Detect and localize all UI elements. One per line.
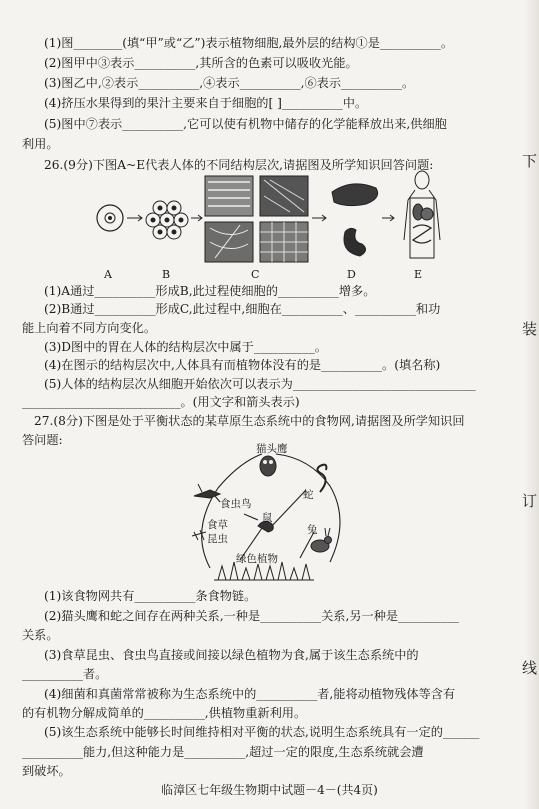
q26-line-1: (1)A通过__________形成B,此过程使细胞的__________增多。 <box>44 284 376 298</box>
q25-line-3: (3)图乙中,②表示__________,④表示__________,⑥表示__________。 <box>44 76 415 90</box>
q27-heading-2: 答问题: <box>22 433 63 447</box>
insect-drawing <box>192 530 206 540</box>
binding-mark-4: 线 <box>521 659 537 677</box>
q26-heading: 26.(9分)下图A~E代表人体的不同结构层次,请据图及所学知识回答问题: <box>44 158 434 172</box>
q26-line-4: (4)在图示的结构层次中,人体具有而植物体没有的是__________。(填名称) <box>44 358 441 372</box>
q26-line-2a: (2)B通过__________形成C,此过程中,细胞在__________、__________和功 <box>44 302 441 316</box>
q25-line-4: (4)挤压水果得到的果汁主要来自于细胞的[ ]__________中。 <box>44 96 368 110</box>
q27-line-4b: 的有机物分解成简单的__________,供植物重新利用。 <box>22 706 307 720</box>
page-footer: 临漳区七年级生物期中试题－4－(共4页) <box>161 783 378 797</box>
q25-line-5: (5)图中⑦表示__________,它可以使有机物中储存的化学能释放出来,供细胞 <box>44 117 447 131</box>
binding-mark-1: 下 <box>521 152 537 170</box>
web-label-insect-1: 食草 <box>207 519 228 531</box>
q27-line-5c: 到破坏。 <box>22 764 71 778</box>
figure-label-c: C <box>251 268 260 281</box>
web-label-mouse: 鼠 <box>262 512 273 524</box>
web-label-plant: 绿色植物 <box>236 553 278 565</box>
q27-line-4a: (4)细菌和真菌常常被称为生态系统中的__________者,能将动植物残体等含有 <box>44 687 456 701</box>
figure-label-e: E <box>414 268 423 281</box>
q25-line-6: 利用。 <box>22 137 59 151</box>
web-label-rabbit: 兔 <box>307 524 318 536</box>
owl-drawing <box>260 456 276 476</box>
tissue-drawing <box>205 176 308 262</box>
web-label-owl: 猫头鹰 <box>256 443 288 455</box>
q26-line-3: (3)D图中的胃在人体的结构层次中属于__________。 <box>44 340 327 354</box>
q27-line-5b: __________能力,但这种能力是__________,超过一定的限度,生态系统就会遭 <box>22 745 424 759</box>
q27-heading-1: 27.(8分)下图是处于平衡状态的某草原生态系统中的食物网,请据图及所学知识回 <box>34 414 465 428</box>
web-label-bird: 食虫鸟 <box>220 498 252 510</box>
figure-label-b: B <box>162 268 171 281</box>
figure-label-d: D <box>347 268 356 281</box>
q27-line-3a: (3)食草昆虫、食虫鸟直接或间接以绿色植物为食,属于该生态系统中的 <box>44 648 419 662</box>
human-body-drawing <box>404 171 440 258</box>
cell-cluster-drawing <box>146 201 188 239</box>
q25-line-2: (2)图甲中③表示__________,其所含的色素可以吸收光能。 <box>44 56 358 70</box>
cell-drawing <box>97 205 123 231</box>
q27-line-3b: __________者。 <box>22 667 108 681</box>
structure-levels-figure <box>90 170 450 265</box>
q26-line-5a: (5)人体的结构层次从细胞开始依次可以表示为______________________________ <box>44 377 476 391</box>
binding-mark-2: 装 <box>521 320 537 338</box>
web-label-insect-2: 昆虫 <box>207 533 228 545</box>
q25-line-1: (1)图________(填“甲”或“乙”)表示植物细胞,最外层的结构①是__________。 <box>44 36 454 50</box>
q27-line-2b: 关系。 <box>22 628 59 642</box>
figure-label-a: A <box>104 268 112 281</box>
organ-drawing <box>332 184 378 256</box>
q27-line-1: (1)该食物网共有__________条食物链。 <box>44 589 257 603</box>
q27-line-5a: (5)该生态系统中能够长时间维持相对平衡的状态,说明生态系统具有一定的______ <box>44 725 480 739</box>
q26-line-5b: __________________________。(用文字和箭头表示) <box>22 395 300 409</box>
q26-line-2b: 能上向着不同方向变化。 <box>22 321 157 335</box>
q27-line-2a: (2)猫头鹰和蛇之间存在两种关系,一种是__________关系,另一种是__________ <box>44 609 460 623</box>
binding-edge <box>525 0 539 809</box>
web-label-snake: 蛇 <box>303 489 314 501</box>
snake-drawing <box>317 465 326 492</box>
binding-mark-3: 订 <box>521 492 537 510</box>
